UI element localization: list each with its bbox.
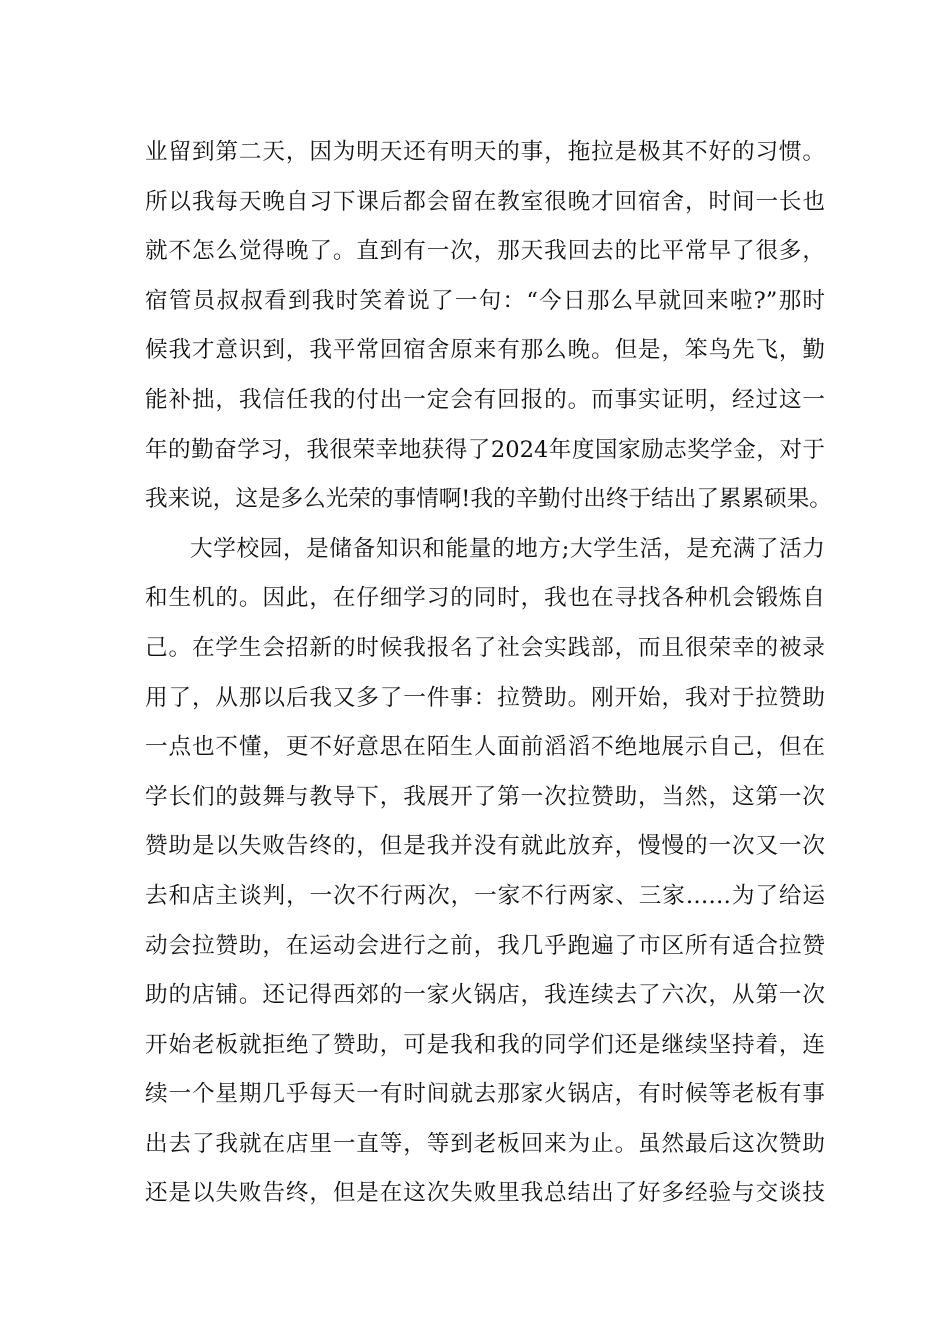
text-line: 赞助是以失败告终的，但是我并没有就此放弃，慢慢的一次又一次 — [145, 833, 825, 860]
text-line: 还是以失败告终，但是在这次失败里我总结出了好多经验与交谈技 — [145, 1180, 825, 1207]
text-line: 大学校园，是储备知识和能量的地方;大学生活，是充满了活力 — [190, 535, 825, 562]
text-line: 业留到第二天，因为明天还有明天的事，拖拉是极其不好的习惯。 — [145, 139, 825, 165]
text-line: 去和店主谈判，一次不行两次，一家不行两家、三家……为了给运 — [145, 882, 825, 909]
paragraph-2 — [145, 525, 825, 1219]
text-line: 出去了我就在店里一直等，等到老板回来为止。虽然最后这次赞助 — [145, 1130, 825, 1157]
text-line: 助的店铺。还记得西郊的一家火锅店，我连续去了六次，从第一次 — [145, 982, 825, 1009]
paragraph-1 — [145, 128, 832, 525]
text-line: 我来说，这是多么光荣的事情啊!我的辛勤付出终于结出了累累硕果。 — [145, 486, 832, 513]
text-line: 用了，从那以后我又多了一件事：拉赞助。刚开始，我对于拉赞助 — [145, 684, 825, 711]
text-line: 动会拉赞助，在运动会进行之前，我几乎跑遍了市区所有适合拉赞 — [145, 932, 825, 959]
text-line: 能补拙，我信任我的付出一定会有回报的。而事实证明，经过这一 — [145, 386, 825, 413]
text-line: 开始老板就拒绝了赞助，可是我和我的同学们还是继续坚持着，连 — [145, 1031, 825, 1058]
text-line: 就不怎么觉得晚了。直到有一次，那天我回去的比平常早了很多， — [145, 238, 825, 265]
text-line: 学长们的鼓舞与教导下，我展开了第一次拉赞助，当然，这第一次 — [145, 783, 825, 810]
text-line: 年的勤奋学习，我很荣幸地获得了2024年度国家励志奖学金，对于 — [145, 436, 825, 463]
text-line: 和生机的。因此，在仔细学习的同时，我也在寻找各种机会锻炼自 — [145, 585, 825, 612]
body-text — [145, 128, 832, 1219]
text-line: 续一个星期几乎每天一有时间就去那家火锅店，有时候等老板有事 — [145, 1081, 825, 1108]
text-line: 己。在学生会招新的时候我报名了社会实践部，而且很荣幸的被录 — [145, 634, 825, 661]
text-line: 宿管员叔叔看到我时笑着说了一句：“今日那么早就回来啦?”那时 — [145, 287, 825, 314]
text-line: 候我才意识到，我平常回宿舍原来有那么晚。但是，笨鸟先飞，勤 — [145, 337, 825, 364]
text-line: 一点也不懂，更不好意思在陌生人面前滔滔不绝地展示自己，但在 — [145, 734, 825, 761]
text-line: 所以我每天晚自习下课后都会留在教室很晚才回宿舍，时间一长也 — [145, 188, 825, 215]
